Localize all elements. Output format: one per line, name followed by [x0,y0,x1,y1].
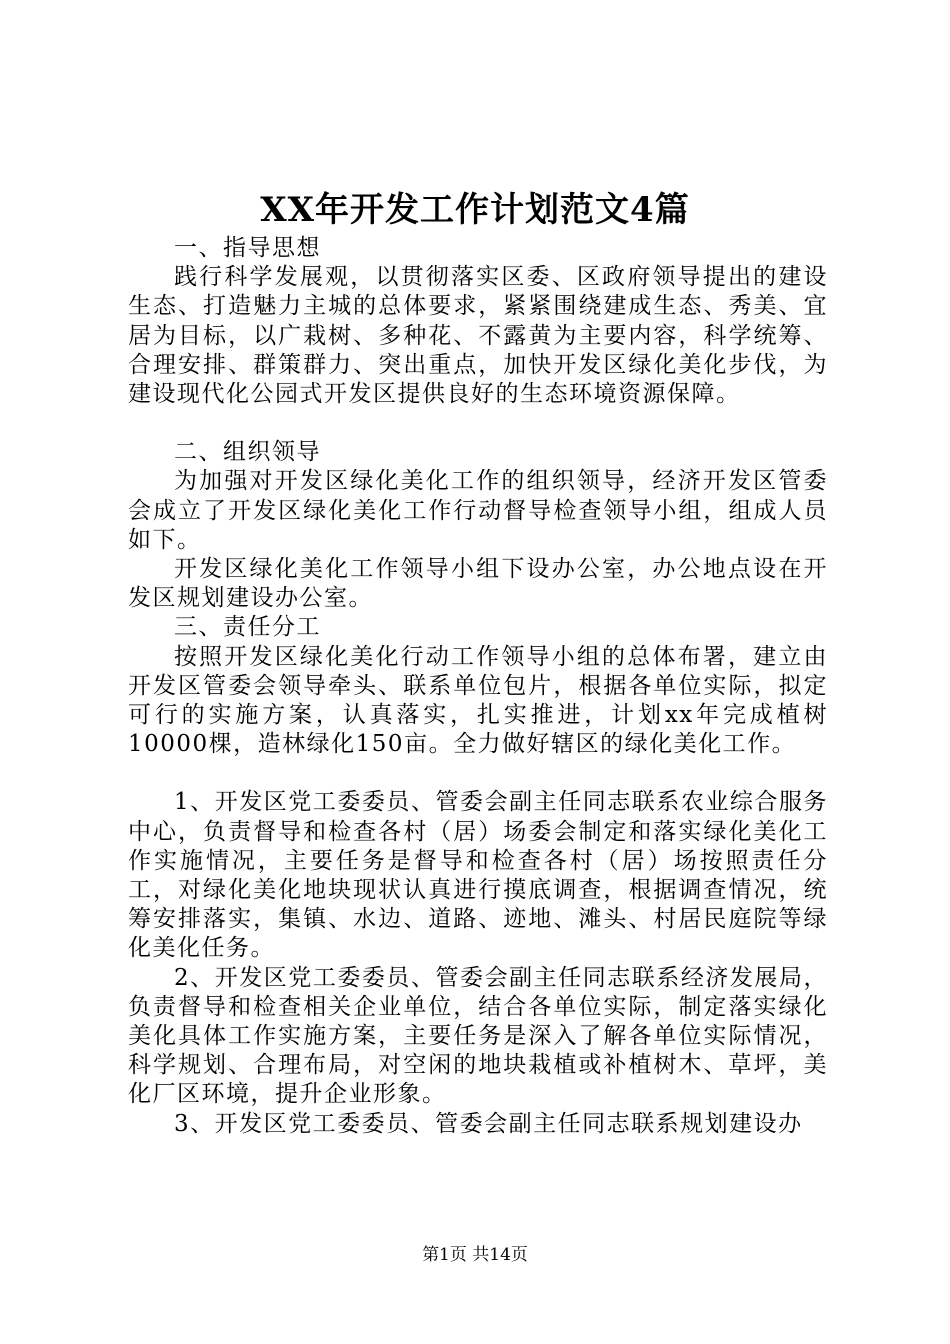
paragraph-guiding-ideology: 践行科学发展观，以贯彻落实区委、区政府领导提出的建设生态、打造魅力主城的总体要求，紧紧围绕建成生态、秀美、宜居为目标，以广栽树、多种花、不露黄为主要内容，科学统筹、合理安排、群策群力、突出重点，加快开发区绿化美化步伐，为建设现代化公园式开发区提供良好的生态环境资源保障。 [128,264,828,408]
section-heading-guiding-ideology: 一、指导思想 [174,235,321,261]
page-footer: 第1页 共14页 [422,1245,528,1265]
list-item-1: 1、开发区党工委委员、管委会副主任同志联系农业综合服务中心，负责督导和检查各村（居）场委会制定和落实绿化美化工作实施情况，主要任务是督导和检查各村（居）场按照责任分工，对绿化美化地块现状认真进行摸底调查，根据调查情况，统筹安排落实，集镇、水边、道路、迹地、滩头、村居民庭院等绿化美化任务。 [128,789,828,962]
section-heading-responsibility: 三、责任分工 [174,614,321,641]
paragraph-office: 开发区绿化美化工作领导小组下设办公室，办公地点设在开发区规划建设办公室。 [128,556,828,612]
section-heading-organization: 二、组织领导 [174,439,321,466]
paragraph-responsibility: 按照开发区绿化美化行动工作领导小组的总体布署，建立由开发区管委会领导牵头、联系单位包片，根据各单位实际，拟定可行的实施方案，认真落实，扎实推进，计划xx年完成植树10000棵，造林绿化150亩。全力做好辖区的绿化美化工作。 [128,643,828,758]
document-body [128,234,828,1139]
paragraph-organization: 为加强对开发区绿化美化工作的组织领导，经济开发区管委会成立了开发区绿化美化工作行动督导检查领导小组，组成人员如下。 [128,468,828,553]
list-item-2: 2、开发区党工委委员、管委会副主任同志联系经济发展局，负责督导和检查相关企业单位，结合各单位实际，制定落实绿化美化具体工作实施方案，主要任务是深入了解各单位实际情况，科学规划、合理布局，对空闲的地块栽植或补植树木、草坪，美化厂区环境，提升企业形象。 [128,964,828,1108]
document-title: XX年开发工作计划范文4篇 [260,190,690,230]
list-item-3: 3、开发区党工委委员、管委会副主任同志联系规划建设办 [174,1110,803,1137]
